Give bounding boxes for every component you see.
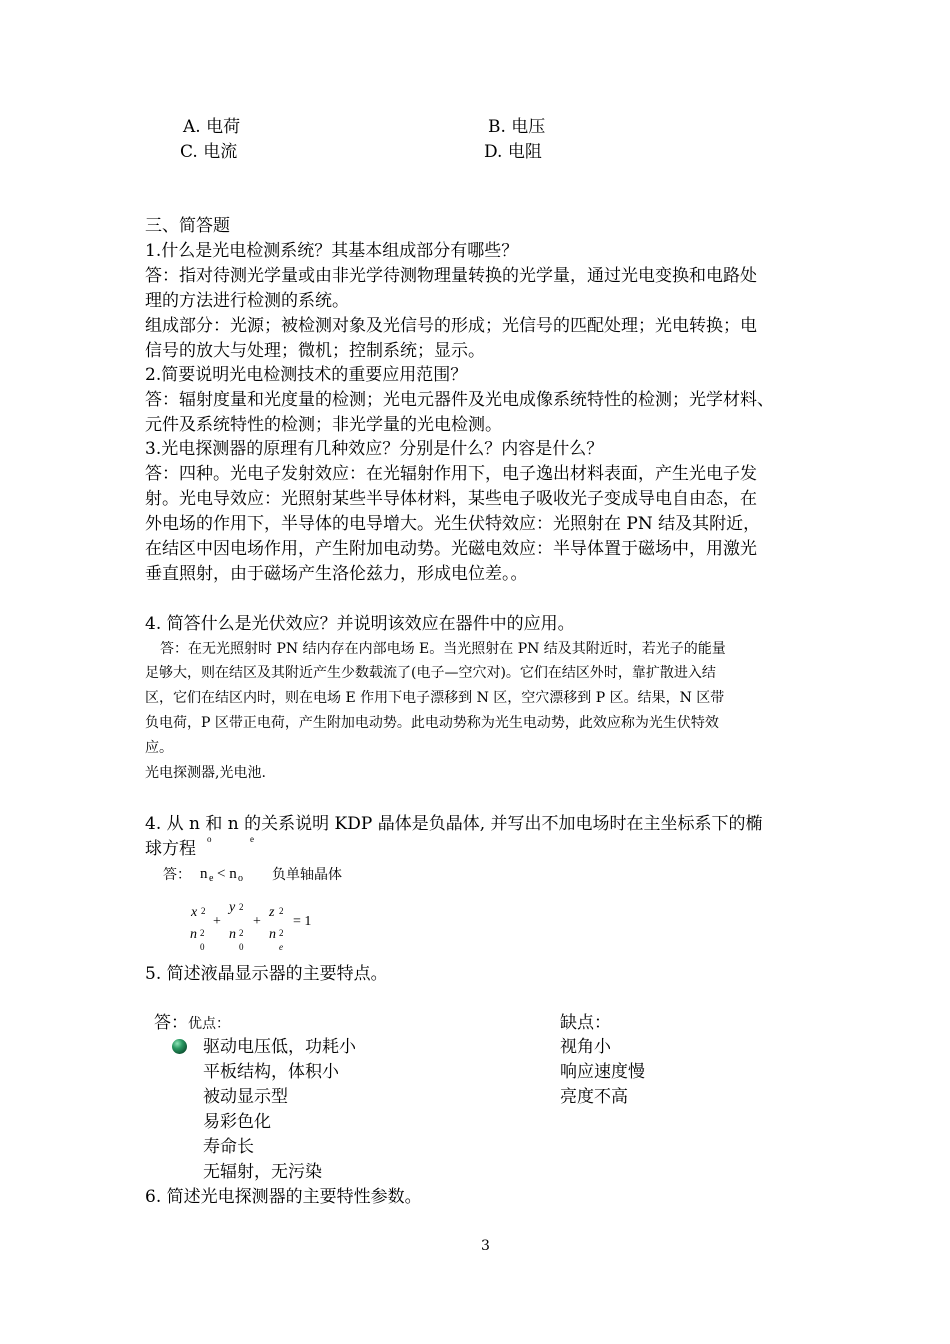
relation-sub1: e [209, 873, 214, 884]
q2-answer-line: 答：辐射度量和光度量的检测；光电元器件及光电成像系统特性的检测；光学材料、 [145, 390, 774, 410]
q3-answer-line: 射。光电导效应：光照射某些半导体材料，某些电子吸收光子变成导电自由态，在 [145, 489, 757, 509]
q4a-answer-line: 负电荷，P 区带正电荷，产生附加电动势。此电动势称为光生电动势，此效应称为光生伏特效 [145, 715, 719, 731]
q4a-answer-line: 答：在无光照射时 PN 结内存在内部电场 E。当光照射在 PN 结及其附近时，若光子的能量 [160, 641, 726, 657]
q4a-application: 光电探测器,光电池. [145, 765, 266, 781]
green-ball-bullet-icon [172, 1039, 187, 1054]
q1-question: 1.什么是光电检测系统？其基本组成部分有哪些？ [145, 241, 519, 261]
q5-question: 5. 简述液晶显示器的主要特点。 [145, 964, 388, 984]
q5-adv-item: 被动显示型 [203, 1087, 288, 1107]
q5-adv-label: 优点： [188, 1016, 230, 1032]
eq-n: n [229, 927, 236, 942]
q1-answer-line: 理的方法进行检测的系统。 [145, 291, 349, 311]
q4b-relation-desc: 负单轴晶体 [272, 867, 342, 883]
eq-y: y [229, 900, 236, 915]
eq-x-sq: 2 [201, 906, 206, 916]
eq-n: n [190, 927, 197, 942]
q4b-relation [200, 866, 260, 890]
q5-adv-item: 驱动电压低，功耗小 [203, 1037, 356, 1057]
q2-question: 2.简要说明光电检测技术的重要应用范围？ [145, 365, 468, 385]
q5-adv-item: 无辐射，无污染 [203, 1162, 322, 1182]
eq-n-sube: e [279, 942, 283, 952]
section-title: 三、简答题 [145, 216, 230, 236]
eq-n-sq: 2 [200, 928, 205, 938]
q4a-question: 4. 简答什么是光伏效应？并说明该效应在器件中的应用。 [145, 614, 575, 634]
q4b-question-line1: 4. 从 n 和 n 的关系说明 KDP 晶体是负晶体, 并写出不加电场时在主坐标系下的椭 [145, 814, 763, 834]
q5-adv-item: 平板结构，体积小 [203, 1062, 339, 1082]
q4b-question-line2: 球方程 [145, 839, 196, 859]
q4b-answer-prefix: 答： [163, 867, 191, 883]
eq-z: z [269, 905, 275, 920]
eq-y-sq: 2 [239, 902, 244, 912]
q5-disadv-label: 缺点： [560, 1013, 611, 1033]
relation-sub2: o [238, 873, 243, 884]
eq-n: n [269, 927, 276, 942]
q5-disadv-item: 视角小 [560, 1037, 611, 1057]
q4b-sub-o: o [207, 834, 212, 844]
option-d: D. 电阻 [484, 142, 542, 162]
q5-disadv-item: 响应速度慢 [560, 1062, 645, 1082]
option-a: A. 电荷 [183, 117, 241, 137]
eq-n-sub0: 0 [200, 942, 205, 952]
relation-lt: < n [217, 866, 237, 882]
q5-disadv-item: 亮度不高 [560, 1087, 628, 1107]
option-b: B. 电压 [488, 117, 546, 137]
q4a-answer-line: 区，它们在结区内时，则在电场 E 作用下电子漂移到 N 区，空穴漂移到 P 区。结果，N 区带 [145, 690, 725, 706]
page-number: 3 [481, 1238, 490, 1254]
q1-answer-line: 信号的放大与处理；微机；控制系统；显示。 [145, 341, 485, 361]
q1-answer-line: 答：指对待测光学量或由非光学待测物理量转换的光学量，通过光电变换和电路处 [145, 266, 757, 286]
index-ellipsoid-equation [185, 900, 325, 955]
eq-n-sq: 2 [279, 928, 284, 938]
eq-z-sq: 2 [279, 906, 284, 916]
q3-answer-line: 垂直照射，由于磁场产生洛伦兹力，形成电位差。。 [145, 564, 528, 584]
q3-question: 3.光电探测器的原理有几种效应？分别是什么？内容是什么？ [145, 439, 604, 459]
q4b-sub-e: e [250, 834, 254, 844]
eq-equals: = 1 [293, 914, 312, 929]
option-c: C. 电流 [180, 142, 238, 162]
q5-adv-item: 易彩色化 [203, 1112, 271, 1132]
eq-plus: + [253, 914, 261, 929]
q3-answer-line: 在结区中因电场作用，产生附加电动势。光磁电效应：半导体置于磁场中，用激光 [145, 539, 757, 559]
q4a-answer-line: 足够大，则在结区及其附近产生少数载流了(电子—空穴对)。它们在结区外时，靠扩散进入结 [145, 665, 716, 681]
q3-answer-line: 外电场的作用下，半导体的电导增大。光生伏特效应：光照射在 PN 结及其附近， [145, 514, 761, 534]
q5-answer-prefix [154, 1011, 230, 1036]
q2-answer-line: 元件及系统特性的检测；非光学量的光电检测。 [145, 415, 502, 435]
eq-n-sub0: 0 [239, 942, 244, 952]
relation-n1: n [200, 866, 208, 882]
eq-x: x [191, 905, 198, 920]
q1-answer-line: 组成部分：光源；被检测对象及光信号的形成；光信号的匹配处理；光电转换；电 [145, 316, 757, 336]
eq-plus: + [213, 914, 221, 929]
q3-answer-line: 答：四种。光电子发射效应：在光辐射作用下，电子逸出材料表面，产生光电子发 [145, 464, 757, 484]
q4a-answer-line: 应。 [145, 740, 173, 756]
q6-question: 6. 简述光电探测器的主要特性参数。 [145, 1187, 422, 1207]
eq-n-sq: 2 [239, 928, 244, 938]
q5-answer-label: 答： [154, 1013, 188, 1033]
q5-adv-item: 寿命长 [203, 1137, 254, 1157]
